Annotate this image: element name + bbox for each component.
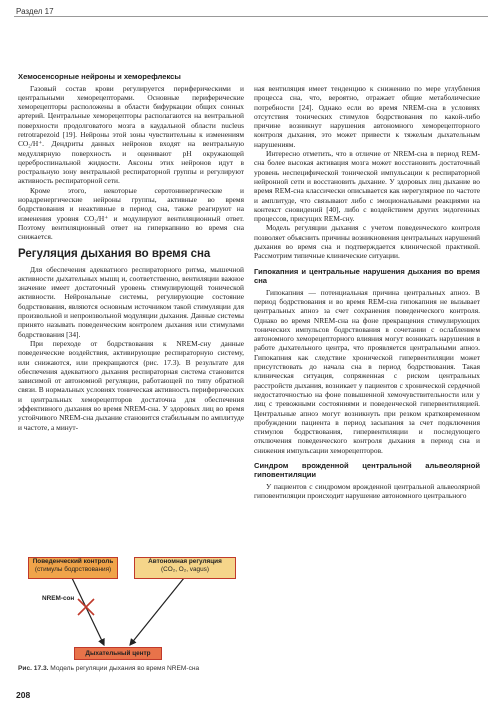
figure-17-3	[18, 553, 244, 681]
paragraph: Для обеспечения адекватного респираторного ритма, мышечной активности дыхательных мышц и, соответственно, вентиляции важное значение имеет достаточный уровень стимулирующей тонической активности. Нейрональные системы, регулирующие состояние бодрствования, являются основным источником такой стимуляции для произвольной и непроизвольной модуляции дыхания. Данные системы принято называть поведенческим контролем дыхания или стимулами бодрствования [34].	[18, 264, 244, 339]
subheading-hypocapnia: Гипокапния и центральные нарушения дыхания во время сна	[254, 266, 480, 286]
header-rule	[14, 16, 488, 18]
right-column	[254, 84, 480, 501]
box-behavioral-subtitle: (стимулы бодрствования)	[34, 566, 112, 573]
nrem-label: NREM-сон	[42, 595, 75, 602]
box-behavioral-title: Поведенческий контроль	[32, 558, 114, 565]
subheading-chemosensory: Хемосенсорные нейроны и хеморефлексы	[18, 72, 181, 81]
paragraph: При переходе от бодрствования к NREM-сну данные поведенческие воздействия, активирующие респираторную систему, или снижаются, или прекращаются (рис. 17.3). В результате для обеспечения адекватного дыхания респираторная система становится зависимой от автономной регуляции, работающей по типу обратной связи. В нормальных условиях тоническая активность периферических и центральных хеморецепторов достаточна для обеспечения эффективного дыхания во время NREM-сна. У здоровых лиц во время устойчивого NREM-сна дыхание становится стабильным по амплитуде и частоте, а минут-	[18, 338, 244, 432]
paragraph: Интересно отметить, что в отличие от NREM-сна в период REM-сна более высокая активация мозга может восстановить достаточный уровень неспецифической тонической импульсации к респираторной нейронной сети и восстановить дыхание. У здоровых лиц дыхание во время REM-сна классически описывается как нерегулярное по частоте и амплитуде, что связывают либо с эмоциональными реакциями на контекст сновидений [40], либо с воздействием других эндогенных процессов, присущих REM-сну.	[254, 149, 480, 224]
cross-icon	[78, 599, 94, 615]
caption-text: Модель регуляции дыхания во время NREM-сна	[50, 665, 200, 672]
paragraph: У пациентов с синдромом врожденной центральной альвеолярной гиповентиляции происходит нарушение автономного центрального	[254, 481, 480, 501]
arrow-autonomic	[130, 578, 184, 645]
box-autonomic-regulation	[134, 557, 236, 579]
left-column	[18, 72, 244, 432]
box-behavioral-control	[28, 557, 118, 579]
section-heading: Регуляция дыхания во время сна	[18, 247, 211, 260]
paragraph: Гипокапния — потенциальная причина центральных апноэ. В период бодрствования и во время REM-сна гипокапния не вызывает центральных апноэ за счет сохранения поведенческого контроля. Однако во время NREM-сна на фоне прекращения стимулирующих тонических импульсов бодрствования в сочетании с ослаблением автономного хеморецепторного влияния могут возникать нарушения в работе дыхательного центра, что проявляется центральными апноэ. Гипокапния как следствие хронической гипервентиляции может присутствовать до начала сна в период бодрствования. Такая клиническая ситуация, сопряженная с риском центральных расстройств дыхания, возникает у пациентов с хронической сердечной недостаточностью на фоне повышенной хемочувствительности или у лиц с тревожными состояниями и поведенческой гипервентиляцией. Центральные апноэ могут возникнуть при резком кратковременном пробуждении пациента в период засыпания за счет подключения стимулов бодрствования, гипервентиляции и последующего отключения поведенческого контроля дыхания в период сна и снижения импульсации хеморецепторов.	[254, 287, 480, 455]
page-number: 208	[16, 690, 31, 700]
subheading-ccahs: Синдром врожденной центральной альвеолярной гиповентиляции	[254, 460, 480, 480]
caption-label: Рис. 17.3.	[18, 665, 49, 672]
box-respiratory-center: Дыхательный центр	[74, 647, 162, 660]
paragraph: ная вентиляция имеет тенденцию к снижению по мере углубления процесса сна, что, вероятно, отражает общие метаболические потребности [24]. Однако если во время NREM-сна в условиях отсутствия тонических стимулов бодрствования по какой-либо причине возникнут нарушения автономного хеморецепторного контроля дыхания, это может привести к тяжелым дыхательным нарушениям.	[254, 84, 480, 149]
running-header: Раздел 17	[16, 7, 54, 16]
box-autonomic-subtitle: (CO₂, O₂, vagus)	[161, 566, 209, 573]
paragraph: Газовый состав крови регулируется периферическими и центральными хеморецепторами. Основные периферические хеморецепторы расположены в области бифуркации общих сонных артерий. Центральные хеморецепторы располагаются на вентральной поверхности продолговатого мозга в каудальной области nucleus retrotrapezoid [19]. Нейроны этой зоны чувствительны к изменениям CO₂/H⁺. Дендриты данных нейронов входят на вентральную медуллярную поверхность и оценивают pH окружающей цереброспинальной жидкости. Аксоны этих нейронов идут в ростральную зону вентральной респираторной группы и регулируют активность респираторной сети.	[18, 83, 244, 186]
figure-caption	[18, 665, 258, 672]
paragraph: Модель регуляции дыхания с учетом поведенческого контроля позволяет объяснить причины возникновения центральных нарушений дыхания во время сна и подтверждается клинической практикой. Рассмотрим типичные клинические ситуации.	[254, 223, 480, 261]
paragraph: Кроме этого, некоторые серотонинергические и норадренергические нейроны группы, активные во время бодрствования и неактивные в период сна, также реагируют на изменения уровня CO₂/H⁺ и модулируют вентиляционный ответ. Поэтому вентиляционный ответ на гиперкапнию во время сна снижается.	[18, 185, 244, 242]
arrow-behavioral	[72, 578, 104, 645]
box-autonomic-title: Автономная регуляция	[148, 558, 222, 565]
